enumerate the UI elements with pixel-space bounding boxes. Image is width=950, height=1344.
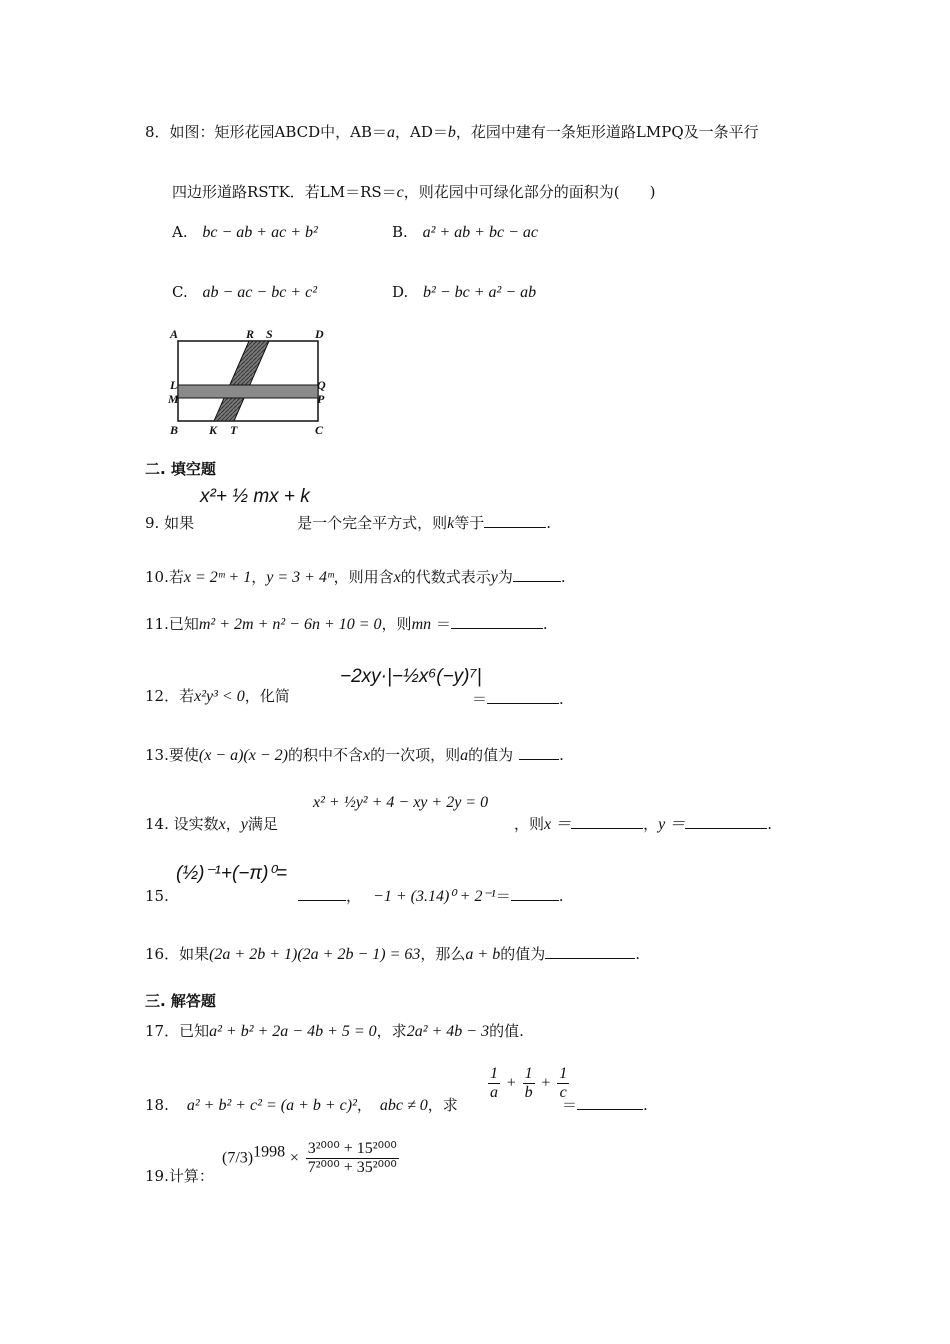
q15-answers: ， −1 + (3.14)⁰ + 2⁻¹＝ . (298, 886, 564, 907)
section-fill-in-title: 二. 填空题 (145, 460, 216, 478)
q18-answer-blank[interactable] (577, 1095, 643, 1110)
q9-answer-blank[interactable] (484, 513, 546, 528)
label-B: B (170, 423, 179, 437)
q14-x-blank[interactable] (571, 814, 643, 829)
option-a-expr: bc − ab + ac + b² (202, 224, 318, 241)
var-c: c (396, 184, 404, 201)
option-d[interactable]: D. b² − bc + a² − ab (392, 283, 537, 301)
label-L: L (170, 378, 178, 392)
q12-line: 12．若x²y³ < 0，化简 (145, 687, 290, 705)
q14-line: 14. 设实数x，y满足 (145, 815, 278, 833)
road-lmpq (178, 385, 318, 398)
garden-figure (165, 325, 335, 440)
option-d-expr: b² − bc + a² − ab (423, 284, 537, 301)
q13-answer-blank[interactable] (519, 745, 559, 760)
q16-answer-blank[interactable] (545, 944, 635, 959)
q10-line: 10.若x = 2ᵐ + 1，y = 3 + 4ᵐ，则用含x的代数式表示y为 . (145, 568, 566, 586)
q9-line: 9. 如果 是一个完全平方式，则k等于 . (145, 514, 552, 532)
label-M: M (168, 392, 179, 406)
q10-answer-blank[interactable] (513, 567, 561, 582)
label-T: T (230, 423, 238, 437)
q8-line2: 四边形道路RSTK．若LM＝RS＝c，则花园中可绿化部分的面积为( ) (172, 183, 656, 201)
label-S: S (266, 327, 273, 341)
q13-line: 13.要使(x − a)(x − 2)的积中不含x的一次项，则a的值为 . (145, 746, 564, 764)
q14-answers: ，则x ＝ ，y ＝ . (514, 815, 773, 833)
label-P: P (317, 392, 325, 406)
q14-y-blank[interactable] (685, 814, 767, 829)
q19-expr: $(7/3)^{1998}$ × $\frac{\text{3²⁰⁰⁰ + 15²⁰⁰⁰}}{\text{7²⁰⁰⁰ + 35²⁰⁰⁰}}$ (222, 1140, 397, 1176)
q8-line1: 8．如图：矩形花园ABCD中，AB＝a，AD＝b，花园中建有一条矩形道路LMPQ及一条平行 (145, 123, 759, 141)
q18-line: 18. a² + b² + c² = (a + b + c)²， abc ≠ 0，求 (145, 1096, 458, 1114)
q11-line: 11.已知m² + 2m + n² − 6n + 10 = 0，则mn ＝ . (145, 615, 548, 633)
q18-fraction-sum: $\frac{1}{a}$ + $\frac{1}{b}$ + $\frac{1}{c}$ (490, 1065, 568, 1101)
label-A: A (170, 327, 179, 341)
option-b[interactable]: B. a² + ab + bc − ac (392, 223, 538, 241)
q14-expr: x² + ½y² + 4 − xy + 2y = 0 (313, 794, 489, 811)
label-Q: Q (317, 378, 326, 392)
q12-expr: −2xy·|−½x⁶(−y)⁷| (340, 666, 482, 687)
q18-answer: ＝ . (562, 1096, 648, 1114)
q15-expr1: (½)⁻¹+(−π)⁰= (176, 863, 288, 884)
q12-answer-blank[interactable] (487, 689, 559, 704)
q11-answer-blank[interactable] (451, 614, 543, 629)
q17-line: 17．已知a² + b² + 2a − 4b + 5 = 0，求2a² + 4b − 3的值. (145, 1022, 524, 1040)
section-solve-title: 三. 解答题 (145, 992, 216, 1010)
label-R: R (246, 327, 255, 341)
q19-label: 19.计算： (145, 1167, 214, 1185)
option-b-expr: a² + ab + bc − ac (422, 224, 538, 241)
var-a: a (387, 124, 396, 141)
q15-blank-1[interactable] (298, 886, 346, 901)
label-D: D (315, 327, 324, 341)
option-a[interactable]: A. bc − ab + ac + b² (172, 223, 318, 241)
option-c[interactable]: C. ab − ac − bc + c² (172, 283, 317, 301)
q12-answer: ＝ . (472, 690, 564, 708)
label-K: K (209, 423, 218, 437)
q15-blank-2[interactable] (511, 886, 559, 901)
q15-line: 15. (145, 887, 169, 905)
var-b: b (447, 124, 456, 141)
q9-expr: x²+ ½ mx + k (200, 486, 310, 507)
q16-line: 16．如果(2a + 2b + 1)(2a + 2b − 1) = 63，那么a + b的值为 . (145, 945, 640, 963)
label-C: C (315, 423, 324, 437)
option-c-expr: ab − ac − bc + c² (202, 284, 317, 301)
